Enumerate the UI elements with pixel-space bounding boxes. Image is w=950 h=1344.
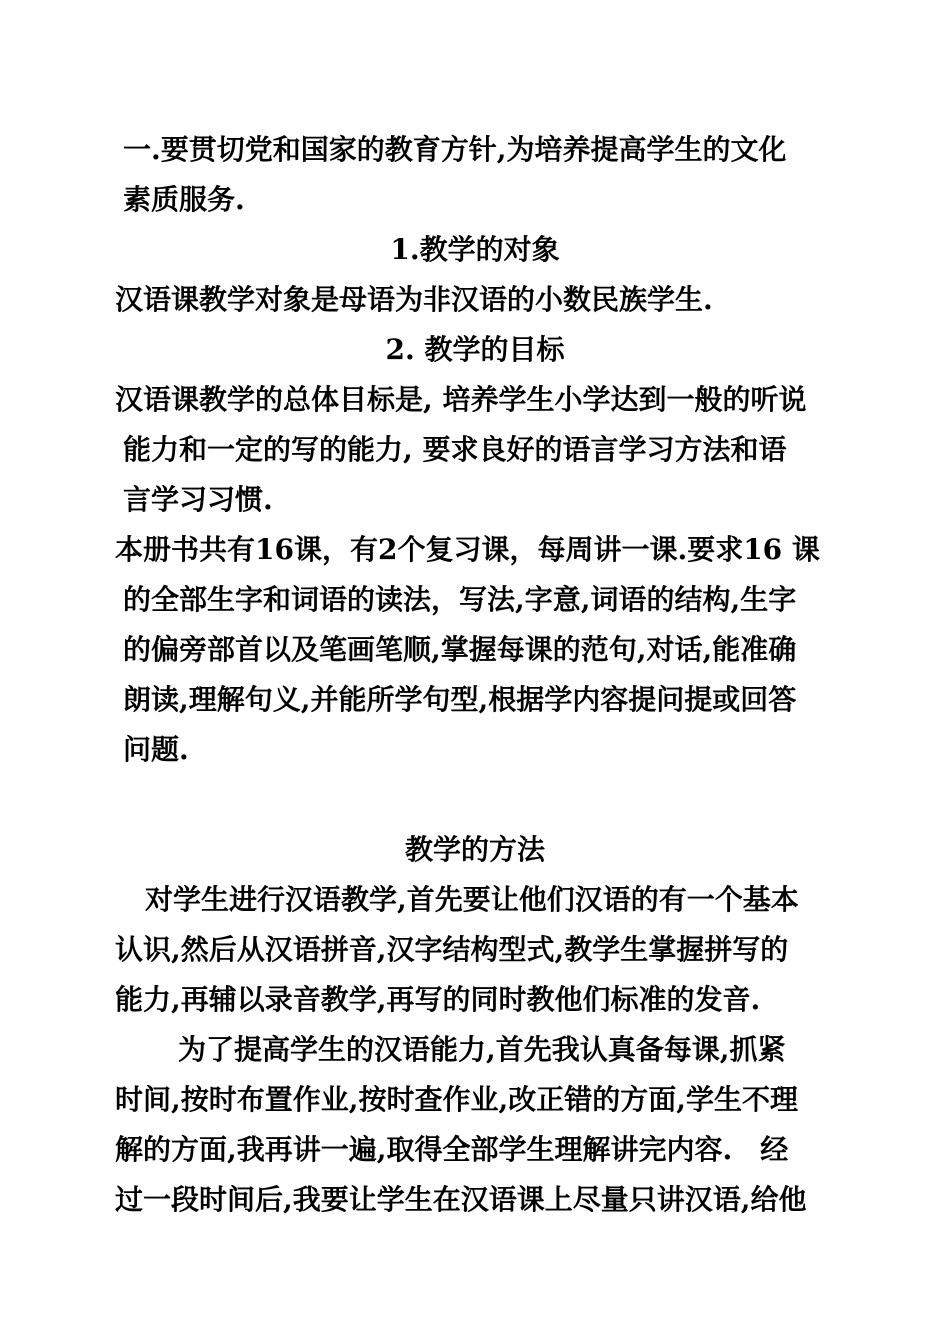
paragraph-line: 为了提高学生的汉语能力,首先我认真备每课,抓紧: [178, 1033, 786, 1066]
paragraph-line: 解的方面,我再讲一遍,取得全部学生理解讲完内容. 经: [115, 1133, 789, 1166]
paragraph-line: 本册书共有16课，有2个复习课，每周讲一课.要求16 课: [115, 533, 820, 566]
paragraph-line: 的偏旁部首以及笔画笔顺,掌握每课的范句,对话,能准确: [123, 633, 797, 666]
paragraph-line: 时间,按时布置作业,按时查作业,改正错的方面,学生不理: [115, 1083, 798, 1116]
paragraph-line: 能力和一定的写的能力, 要求良好的语言学习方法和语: [123, 433, 787, 466]
paragraph-line: 一.要贯切党和国家的教育方针,为培养提高学生的文化: [123, 133, 787, 166]
paragraph-line: 汉语课教学对象是母语为非汉语的小数民族学生.: [115, 283, 713, 316]
paragraph-line: 对学生进行汉语教学,首先要让他们汉语的有一个基本: [145, 883, 799, 916]
section-heading: 教学的方法: [404, 833, 545, 866]
paragraph-line: 问题.: [123, 733, 189, 766]
section-heading: 2. 教学的目标: [385, 333, 565, 366]
paragraph-line: 认识,然后从汉语拼音,汉字结构型式,教学生掌握拼写的: [115, 933, 789, 966]
paragraph-line: 的全部生字和词语的读法，写法,字意,词语的结构,生字: [123, 583, 797, 616]
paragraph-line: 能力,再辅以录音教学,再写的同时教他们标准的发音.: [115, 983, 761, 1016]
paragraph-line: 素质服务.: [123, 183, 245, 216]
paragraph-line: 朗读,理解句义,并能所学句型,根据学内容提问提或回答: [123, 683, 797, 716]
paragraph-line: 言学习习惯.: [123, 483, 273, 516]
section-heading: 1.教学的对象: [390, 233, 560, 266]
paragraph-line: 汉语课教学的总体目标是, 培养学生小学达到一般的听说: [115, 383, 807, 416]
paragraph-line: 过一段时间后,我要让学生在汉语课上尽量只讲汉语,给他: [115, 1183, 807, 1216]
